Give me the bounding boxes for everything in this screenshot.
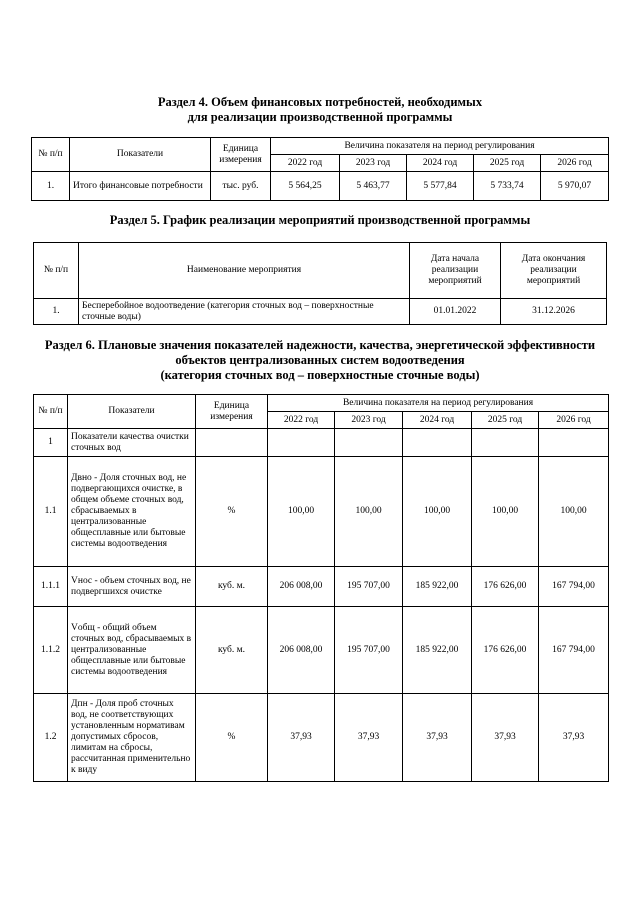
table-row (34, 457, 609, 567)
header-num: № п/п (34, 243, 79, 299)
header-year: 2024 год (407, 155, 474, 172)
row-value: 167 794,00 (539, 607, 609, 694)
row-name: Итого финансовые потребности (70, 172, 211, 201)
section4-title-line2: для реализации производственной программы (187, 110, 453, 124)
header-year: 2023 год (340, 155, 407, 172)
row-value: 100,00 (268, 457, 335, 567)
header-year: 2023 год (335, 412, 403, 429)
section5-title (0, 213, 640, 228)
row-unit (196, 429, 268, 457)
row-unit: тыс. руб. (211, 172, 271, 201)
header-num: № п/п (34, 395, 68, 429)
row-num: 1.1.1 (34, 567, 68, 607)
header-year: 2022 год (268, 412, 335, 429)
section5-table (33, 242, 607, 325)
row-value: 100,00 (472, 457, 539, 567)
row-name: Vнос - объем сточных вод, не подвергшихся очистке (68, 567, 196, 607)
header-year: 2024 год (403, 412, 472, 429)
row-value: 5 577,84 (407, 172, 474, 201)
section4-title-line1: Раздел 4. Объем финансовых потребностей, необходимых (157, 95, 483, 109)
row-value: 195 707,00 (335, 567, 403, 607)
row-value: 5 970,07 (541, 172, 609, 201)
row-num: 1 (34, 429, 68, 457)
row-num: 1.1.2 (34, 607, 68, 694)
header-name: Наименование мероприятия (79, 243, 410, 299)
row-name: Показатели качества очистки сточных вод (68, 429, 196, 457)
row-value (403, 429, 472, 457)
row-value: 37,93 (472, 694, 539, 782)
row-value: 37,93 (335, 694, 403, 782)
row-value: 100,00 (539, 457, 609, 567)
header-unit: Единица измерения (211, 138, 271, 172)
header-indicators: Показатели (68, 395, 196, 429)
table-row (34, 567, 609, 607)
row-value: 5 733,74 (474, 172, 541, 201)
row-start: 01.01.2022 (410, 299, 501, 325)
header-start: Дата начала реализации мероприятий (410, 243, 501, 299)
row-value (539, 429, 609, 457)
row-unit: куб. м. (196, 567, 268, 607)
row-name: Бесперебойное водоотведение (категория сточных вод – поверхностные сточные воды) (79, 299, 410, 325)
row-num: 1.1 (34, 457, 68, 567)
row-name: Vобщ - общий объем сточных вод, сбрасываемых в централизованные общесплавные или бытовые системы водоотведения (68, 607, 196, 694)
row-value: 37,93 (268, 694, 335, 782)
row-value: 176 626,00 (472, 567, 539, 607)
row-value: 5 463,77 (340, 172, 407, 201)
header-unit: Единица измерения (196, 395, 268, 429)
row-value: 5 564,25 (271, 172, 340, 201)
header-year: 2026 год (539, 412, 609, 429)
header-indicators: Показатели (70, 138, 211, 172)
header-period: Величина показателя на период регулирования (271, 138, 609, 155)
header-end: Дата окончания реализации мероприятий (501, 243, 607, 299)
row-value (472, 429, 539, 457)
table-row (34, 694, 609, 782)
row-value: 37,93 (403, 694, 472, 782)
table-row (34, 429, 609, 457)
row-end: 31.12.2026 (501, 299, 607, 325)
row-value: 206 008,00 (268, 607, 335, 694)
row-name: Двно - Доля сточных вод, не подвергающихся очистке, в общем объеме сточных вод, сбрасываемых в централизованные общесплавные или бытовые системы водоотведения (68, 457, 196, 567)
section6-title-line2: объектов централизованных систем водоотведения (175, 353, 465, 367)
table-row (32, 172, 609, 201)
section6-title-line1: Раздел 6. Плановые значения показателей надежности, качества, энергетической эффективности (44, 338, 596, 352)
row-value (268, 429, 335, 457)
row-unit: куб. м. (196, 607, 268, 694)
row-value: 206 008,00 (268, 567, 335, 607)
row-value: 195 707,00 (335, 607, 403, 694)
section6-title (0, 338, 640, 383)
row-unit: % (196, 694, 268, 782)
row-name: Дпн - Доля проб сточных вод, не соответствующих установленным нормативам допустимых сбросов, лимитам на сбросы, рассчитанная применительно к виду (68, 694, 196, 782)
section6-title-line3: (категория сточных вод – поверхностные сточные воды) (160, 368, 480, 382)
header-year: 2022 год (271, 155, 340, 172)
row-value (335, 429, 403, 457)
row-value: 100,00 (335, 457, 403, 567)
row-value: 167 794,00 (539, 567, 609, 607)
section6-table (33, 394, 609, 782)
row-value: 37,93 (539, 694, 609, 782)
header-num: № п/п (32, 138, 70, 172)
row-value: 185 922,00 (403, 567, 472, 607)
section5-title-line: Раздел 5. График реализации мероприятий производственной программы (109, 213, 531, 227)
table-row (34, 607, 609, 694)
header-year: 2025 год (472, 412, 539, 429)
row-value: 176 626,00 (472, 607, 539, 694)
row-num: 1.2 (34, 694, 68, 782)
row-num: 1. (34, 299, 79, 325)
table-row (34, 299, 607, 325)
row-num: 1. (32, 172, 70, 201)
section4-table (31, 137, 609, 201)
header-year: 2026 год (541, 155, 609, 172)
header-period: Величина показателя на период регулирования (268, 395, 609, 412)
row-value: 185 922,00 (403, 607, 472, 694)
row-unit: % (196, 457, 268, 567)
header-year: 2025 год (474, 155, 541, 172)
row-value: 100,00 (403, 457, 472, 567)
section4-title (0, 95, 640, 125)
